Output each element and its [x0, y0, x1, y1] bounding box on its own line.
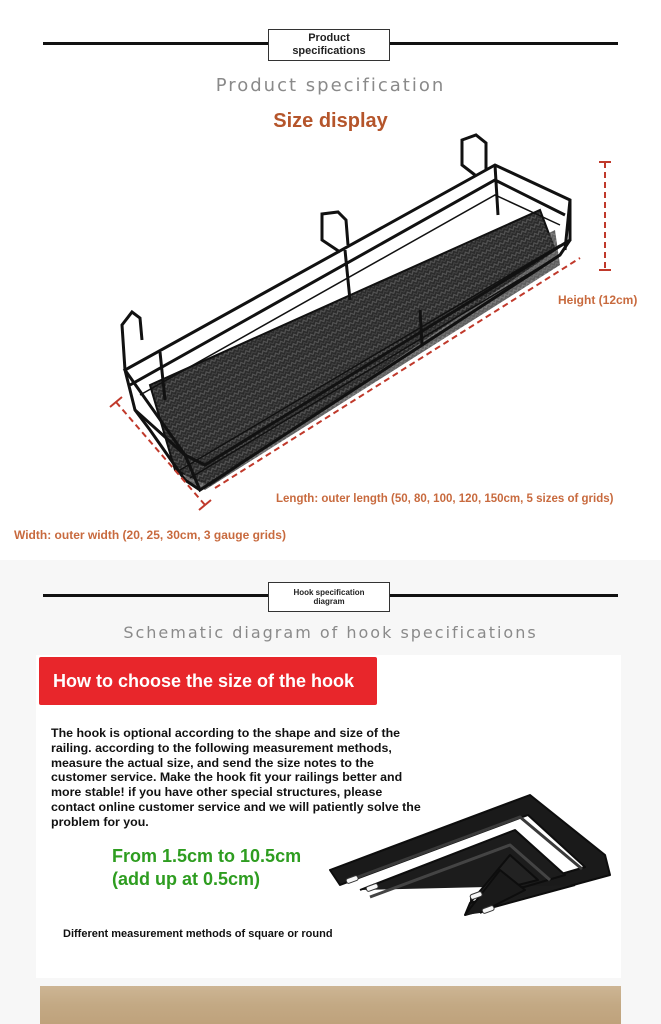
hook-tag-line1: Hook specification [293, 587, 365, 597]
hook-range [112, 845, 301, 891]
hook-subtitle: Schematic diagram of hook specifications [123, 623, 538, 642]
measurement-methods-note: Different measurement methods of square or round [63, 928, 333, 940]
hook-range-line2: (add up at 0.5cm) [112, 869, 261, 889]
section-tag-line2: specifications [292, 45, 366, 57]
section-tag-line1: Product [308, 32, 350, 45]
length-label: Length: outer length (50, 80, 100, 120, 150cm, 5 sizes of grids) [276, 493, 614, 505]
hooks-illustration [320, 785, 620, 935]
height-label: Height (12cm) [558, 293, 638, 307]
wood-photo-strip [40, 986, 621, 1024]
width-label: Width: outer width (20, 25, 30cm, 3 gauge grids) [14, 528, 286, 542]
hook-tag-line2: diagram [313, 597, 345, 606]
hook-size-banner: How to choose the size of the hook [39, 657, 377, 705]
hook-range-line1: From 1.5cm to 10.5cm [112, 846, 302, 866]
hook-section-tag [268, 582, 390, 612]
size-display-title: Size display [273, 110, 388, 132]
section-subtitle: Product specification [215, 75, 446, 96]
hook-description: The hook is optional according to the shape and size of the railing. according to the following measurement methods, measure the actual size, and send the size notes to the customer service. Make the hook fit your railings better and more stable! if you have other special structures, please contact online customer service and we will patiently solve the problem for you. [51, 726, 421, 829]
